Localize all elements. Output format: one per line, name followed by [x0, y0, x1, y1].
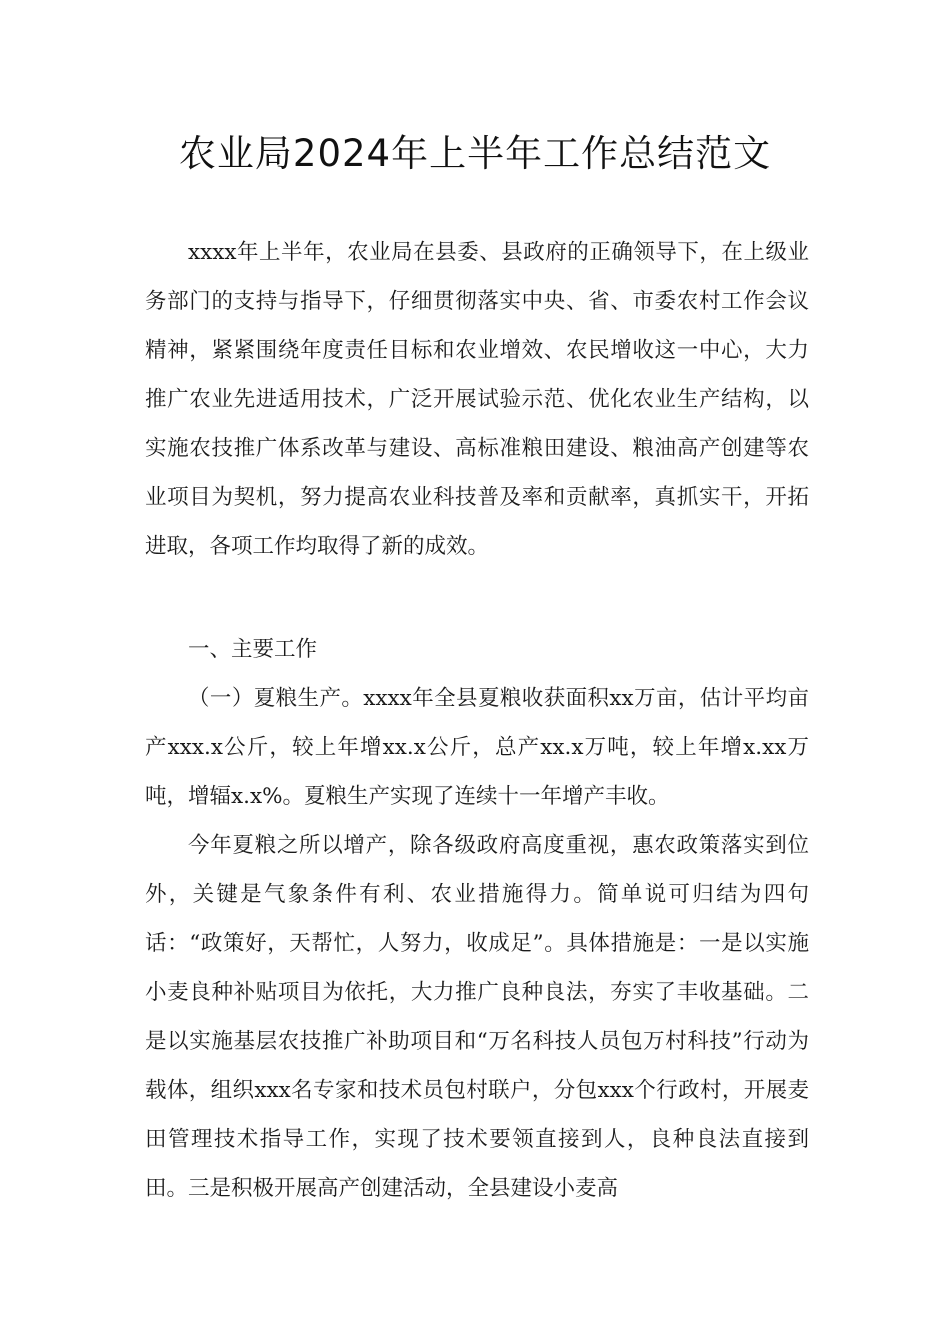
document-title: 农业局2024年上半年工作总结范文: [178, 132, 772, 175]
summer-grain-paragraph: （一）夏粮生产。xxxx年全县夏粮收获面积xx万亩，估计平均亩产xxx.x公斤，较上年增xx.x公斤，总产xx.x万吨，较上年增x.xx万吨，增辐x.x%。夏粮生产实现了连续十一年增产丰收。: [145, 686, 809, 809]
section-heading: 一、主要工作: [188, 637, 318, 662]
intro-paragraph: xxxx年上半年，农业局在县委、县政府的正确领导下，在上级业务部门的支持与指导下，仔细贯彻落实中央、省、市委农村工作会议精神，紧紧围绕年度责任目标和农业增效、农民增收这一中心，大力推广农业先进适用技术，广泛开展试验示范、优化农业生产结构，以实施农技推广体系改革与建设、高标准粮田建设、粮油高产创建等农业项目为契机，努力提高农业科技普及率和贡献率，真抓实干，开拓进取，各项工作均取得了新的成效。: [145, 240, 809, 559]
reasons-paragraph: 今年夏粮之所以增产，除各级政府高度重视，惠农政策落实到位外，关键是气象条件有利、农业措施得力。简单说可归结为四句话：“政策好，天帮忙，人努力，收成足”。具体措施是：一是以实施小麦良种补贴项目为依托，大力推广良种良法，夯实了丰收基础。二是以实施基层农技推广补助项目和“万名科技人员包万村科技”行动为载体，组织xxx名专家和技术员包村联户，分包xxx个行政村，开展麦田管理技术指导工作，实现了技术要领直接到人，良种良法直接到田。三是积极开展高产创建活动，全县建设小麦高: [145, 833, 809, 1201]
